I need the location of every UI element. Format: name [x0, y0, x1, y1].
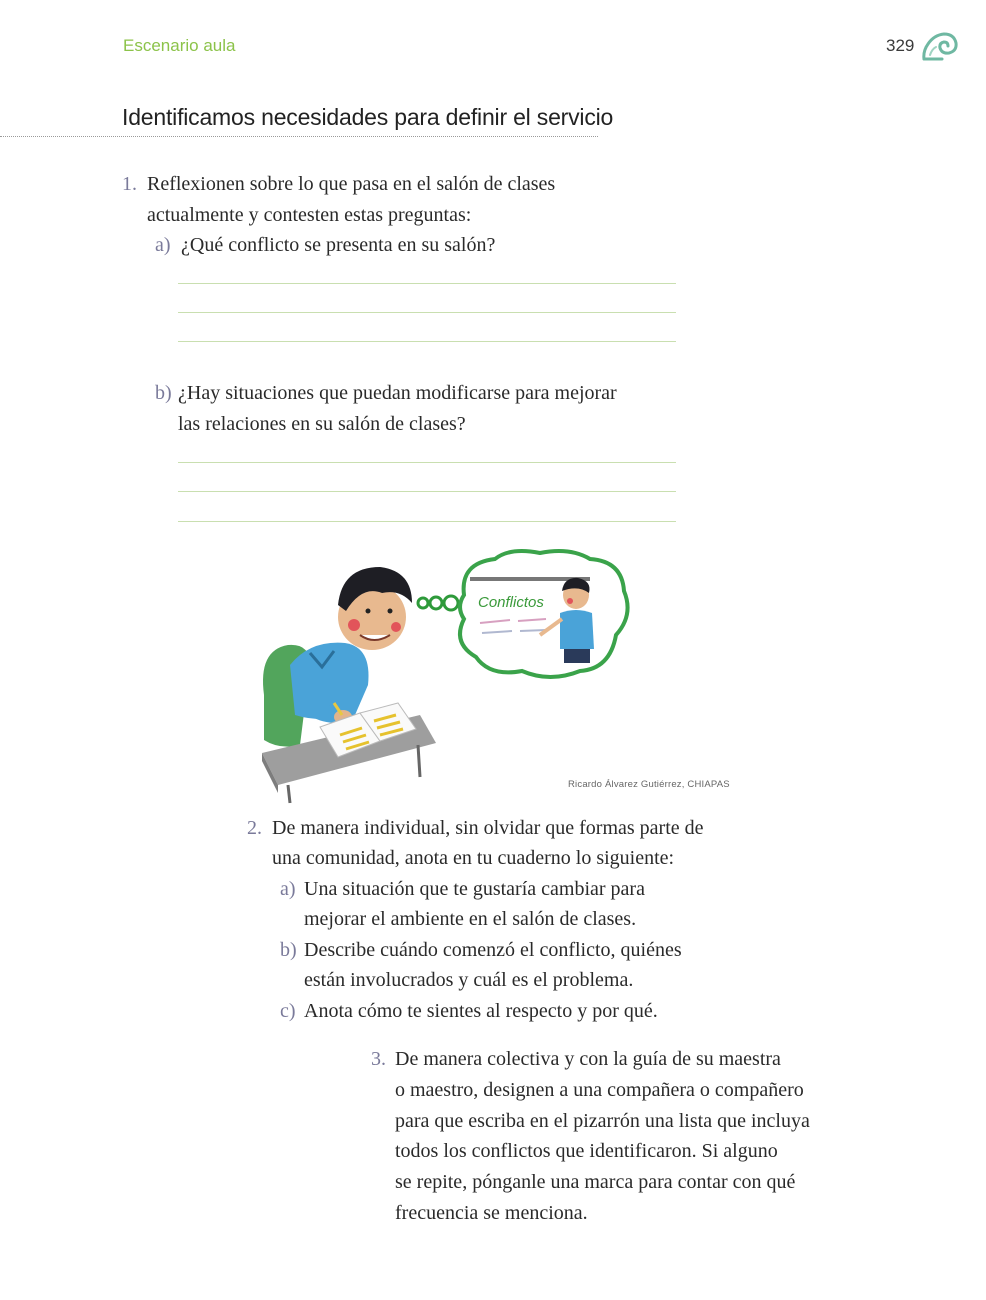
q1-text-line-1: Reflexionen sobre lo que pasa en el salón de clases [147, 173, 556, 195]
q1a-answer-line-1[interactable] [178, 283, 676, 284]
q1a-text: ¿Qué conflicto se presenta en su salón? [181, 234, 496, 256]
page-title: Identificamos necesidades para definir el servicio [122, 104, 614, 130]
q2-number: 2. [247, 817, 262, 839]
q2b-text-line-2: están involucrados y cuál es el problema. [304, 969, 634, 991]
q1-number: 1. [122, 173, 137, 195]
board-text: Conflictos [478, 594, 544, 611]
section-header: Escenario aula [123, 36, 236, 55]
q3-text-line-1: De manera colectiva y con la guía de su maestra [395, 1048, 781, 1070]
student-illustration [250, 545, 630, 807]
q2a-label: a) [280, 878, 296, 900]
q1b-answer-line-1[interactable] [178, 462, 676, 463]
q2b-text-line-1: Describe cuándo comenzó el conflicto, quiénes [304, 939, 682, 961]
page-number: 329 [886, 36, 915, 55]
q1b-answer-line-3[interactable] [178, 521, 676, 522]
q3-text-line-6: frecuencia se menciona. [395, 1202, 588, 1224]
q2-text-line-1: De manera individual, sin olvidar que formas parte de [272, 817, 704, 839]
q3-number: 3. [371, 1048, 386, 1070]
q2-text-line-2: una comunidad, anota en tu cuaderno lo siguiente: [272, 847, 675, 869]
q2a-text-line-1: Una situación que te gustaría cambiar para [304, 878, 645, 900]
snail-spiral-icon [922, 31, 958, 61]
q3-text-line-4: todos los conflictos que identificaron. Si alguno [395, 1140, 778, 1162]
q3-text-line-3: para que escriba en el pizarrón una lista que incluya [395, 1110, 810, 1132]
q2a-text-line-2: mejorar el ambiente en el salón de clases. [304, 908, 637, 930]
q1a-answer-line-2[interactable] [178, 312, 676, 313]
q3-text-line-2: o maestro, designen a una compañera o compañero [395, 1079, 804, 1101]
q2c-text-line-1: Anota cómo te sientes al respecto y por qué. [304, 1000, 658, 1022]
illustration-credit: Ricardo Álvarez Gutiérrez, CHIAPAS [568, 779, 730, 790]
title-divider [0, 136, 598, 137]
q2b-label: b) [280, 939, 297, 961]
q1b-label: b) [155, 382, 172, 404]
q1b-text-line-1: ¿Hay situaciones que puedan modificarse para mejorar [178, 382, 617, 404]
q1a-label: a) [155, 234, 171, 256]
q2c-label: c) [280, 1000, 296, 1022]
q1b-answer-line-2[interactable] [178, 491, 676, 492]
q1-text-line-2: actualmente y contesten estas preguntas: [147, 204, 472, 226]
q1a-answer-line-3[interactable] [178, 341, 676, 342]
q3-text-line-5: se repite, pónganle una marca para contar con qué [395, 1171, 796, 1193]
q1b-text-line-2: las relaciones en su salón de clases? [178, 413, 466, 435]
